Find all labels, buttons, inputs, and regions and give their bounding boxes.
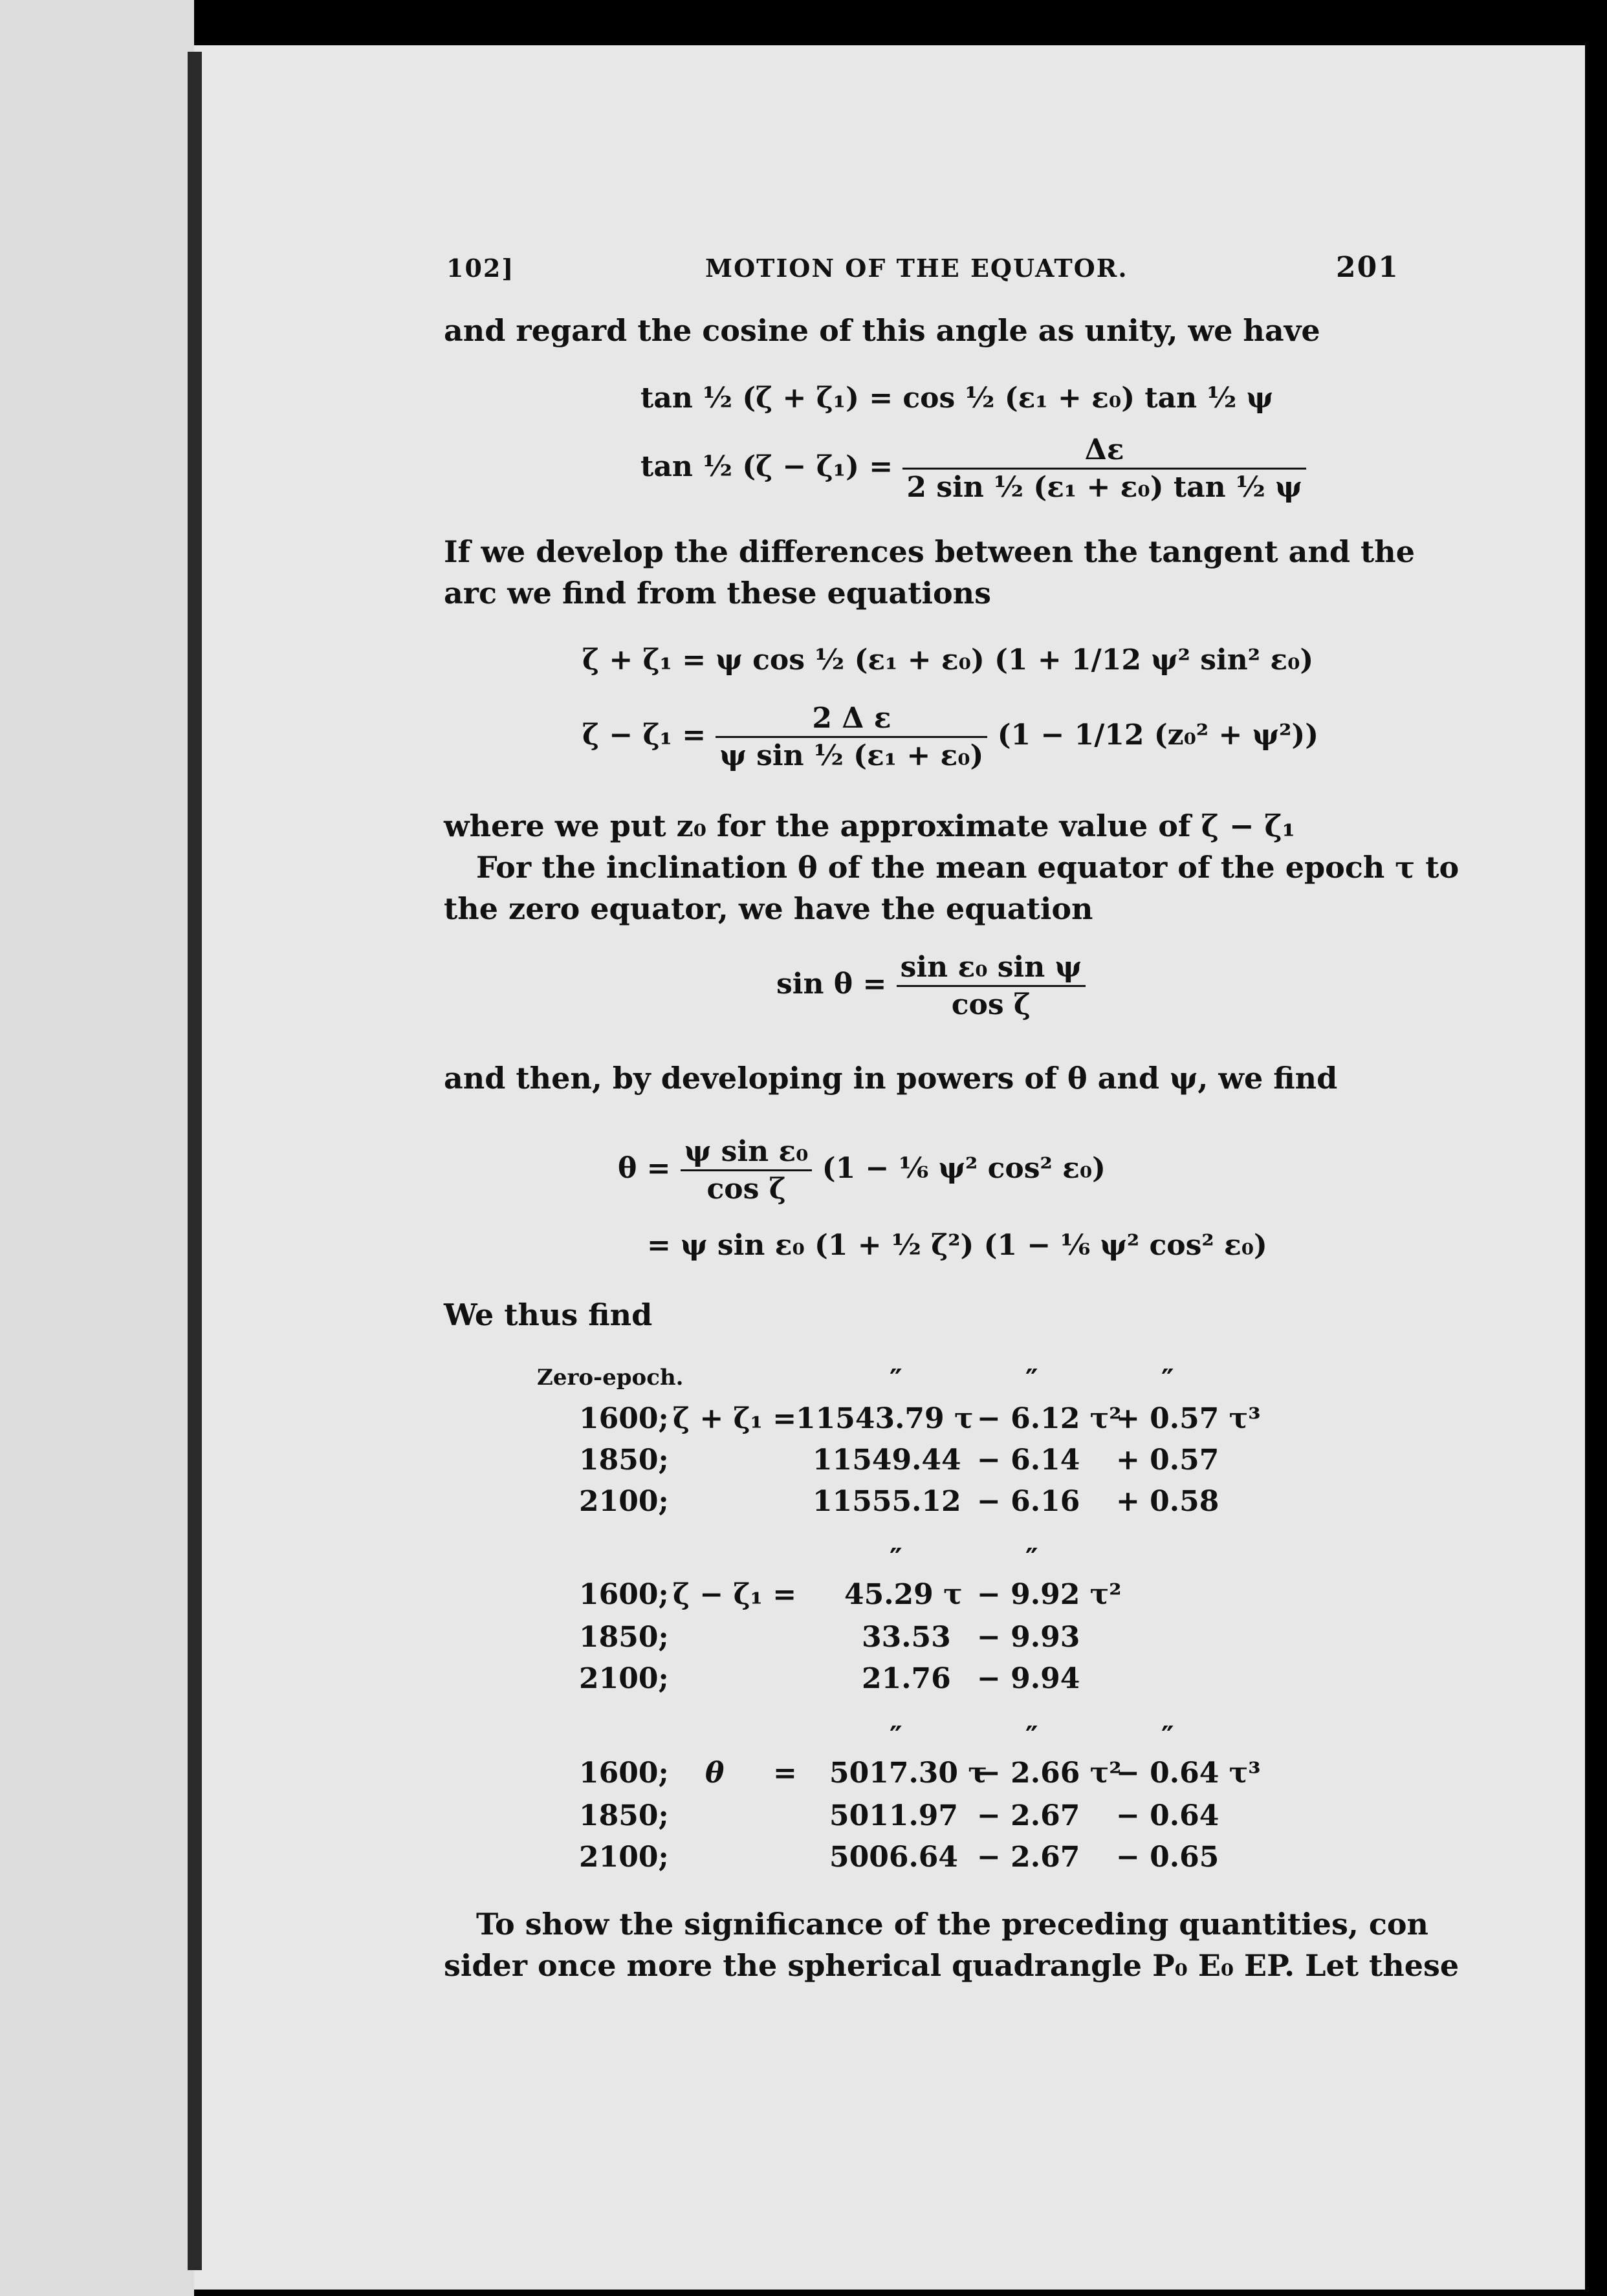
table-year: 2100; [579, 1662, 669, 1695]
table-cell: + 0.57 [1116, 1444, 1219, 1477]
denominator: cos ζ [706, 1173, 786, 1206]
paragraph-text: To show the significance of the preceding quantities, con [476, 1907, 1428, 1942]
table-cell: − 9.93 [977, 1621, 1080, 1654]
table-cell: 11555.12 [813, 1485, 961, 1518]
table-cell: − 9.94 [977, 1662, 1080, 1695]
equation-lhs: ζ − ζ₁ = [582, 719, 706, 752]
table-year: 2100; [579, 1485, 669, 1518]
seconds-mark: ″ [1025, 1363, 1038, 1396]
seconds-mark: ″ [1025, 1543, 1038, 1576]
table-cell: 5011.97 [829, 1799, 959, 1832]
denominator: ψ sin ½ (ε₁ + ε₀) [719, 739, 984, 772]
equation-lhs: tan ½ (ζ − ζ₁) = [640, 450, 893, 483]
table-year: 2100; [579, 1841, 669, 1874]
fraction [716, 702, 987, 772]
seconds-mark: ″ [1161, 1720, 1174, 1753]
book-margin [0, 0, 194, 2296]
equation [582, 702, 1318, 772]
equation-lhs: θ = [618, 1152, 671, 1185]
table-label: θ [705, 1757, 725, 1790]
numerator: Δε [902, 433, 1306, 470]
table-year: 1600; [579, 1757, 669, 1790]
seconds-mark: ″ [890, 1363, 902, 1396]
table-cell: − 6.14 [977, 1444, 1080, 1477]
paragraph-text: where we put z₀ for the approximate value of ζ − ζ₁ [444, 808, 1295, 843]
numerator: sin ε₀ sin ψ [897, 951, 1086, 987]
paragraph-text: and regard the cosine of this angle as unity, we have [444, 313, 1320, 348]
table-year: 1850; [579, 1799, 669, 1832]
equation: = ψ sin ε₀ (1 + ½ ζ²) (1 − ⅙ ψ² cos² ε₀) [647, 1229, 1267, 1262]
paragraph-text: For the inclination θ of the mean equator of the epoch τ to [476, 850, 1459, 885]
paragraph-text: and then, by developing in powers of θ and ψ, we find [444, 1061, 1338, 1096]
table-cell: 45.29 τ [844, 1578, 963, 1611]
running-title: MOTION OF THE EQUATOR. [705, 254, 1128, 283]
equation-rhs: (1 − 1/12 (z₀² + ψ²)) [997, 719, 1319, 752]
seconds-mark: ″ [1025, 1720, 1038, 1753]
paragraph-text: If we develop the differences between the tangent and the [444, 534, 1415, 569]
denominator: cos ζ [951, 988, 1031, 1021]
table-cell: 11543.79 τ [796, 1402, 974, 1435]
equation: ζ + ζ₁ = ψ cos ½ (ε₁ + ε₀) (1 + 1/12 ψ² sin² ε₀) [582, 644, 1314, 677]
paragraph-text: the zero equator, we have the equation [444, 891, 1093, 926]
table-label: ζ − ζ₁ = [673, 1578, 797, 1611]
numerator: 2 Δ ε [716, 702, 987, 738]
table-year: 1850; [579, 1444, 669, 1477]
table-year: 1600; [579, 1402, 669, 1435]
seconds-mark: ″ [890, 1720, 902, 1753]
equation-lhs: sin θ = [776, 968, 887, 1001]
paragraph-text: arc we find from these equations [444, 576, 991, 611]
table-caption: Zero-epoch. [537, 1365, 684, 1391]
table-cell: + 0.58 [1116, 1485, 1219, 1518]
fraction [897, 951, 1086, 1021]
table-cell: − 0.64 [1116, 1799, 1219, 1832]
section-number: 102] [446, 254, 515, 283]
seconds-mark: ″ [890, 1543, 902, 1576]
page-edge [1585, 45, 1607, 2296]
table-cell: 33.53 [862, 1621, 951, 1654]
book-spine [188, 52, 202, 2270]
table-label: ζ + ζ₁ = [673, 1402, 797, 1435]
equation-rhs: (1 − ⅙ ψ² cos² ε₀) [822, 1152, 1106, 1185]
numerator: ψ sin ε₀ [681, 1135, 813, 1171]
table-year: 1850; [579, 1621, 669, 1654]
seconds-mark: ″ [1161, 1363, 1174, 1396]
table-cell: 5006.64 [829, 1841, 959, 1874]
table-cell: − 2.67 [977, 1841, 1080, 1874]
equation [618, 1135, 1106, 1206]
page-number: 201 [1336, 251, 1399, 284]
paragraph-text: sider once more the spherical quadrangle P₀ E₀ EP. Let these [444, 1948, 1459, 1983]
table-cell: − 0.64 τ³ [1116, 1757, 1261, 1790]
fraction [902, 433, 1306, 504]
table-cell: 5017.30 τ [829, 1757, 987, 1790]
table-cell: 11549.44 [813, 1444, 961, 1477]
fraction [681, 1135, 813, 1206]
equation [776, 951, 1086, 1021]
table-cell: − 6.16 [977, 1485, 1080, 1518]
denominator: 2 sin ½ (ε₁ + ε₀) tan ½ ψ [906, 471, 1302, 504]
table-cell: − 6.12 τ² [977, 1402, 1122, 1435]
table-cell: + 0.57 τ³ [1116, 1402, 1261, 1435]
equation: tan ½ (ζ + ζ₁) = cos ½ (ε₁ + ε₀) tan ½ ψ [640, 382, 1274, 415]
table-cell: 21.76 [862, 1662, 951, 1695]
table-cell: − 2.66 τ² [977, 1757, 1122, 1790]
equation [640, 433, 1306, 504]
paragraph-text: We thus find [444, 1297, 653, 1332]
table-label: = [773, 1757, 797, 1790]
table-cell: − 2.67 [977, 1799, 1080, 1832]
table-year: 1600; [579, 1578, 669, 1611]
table-cell: − 9.92 τ² [977, 1578, 1122, 1611]
table-cell: − 0.65 [1116, 1841, 1219, 1874]
